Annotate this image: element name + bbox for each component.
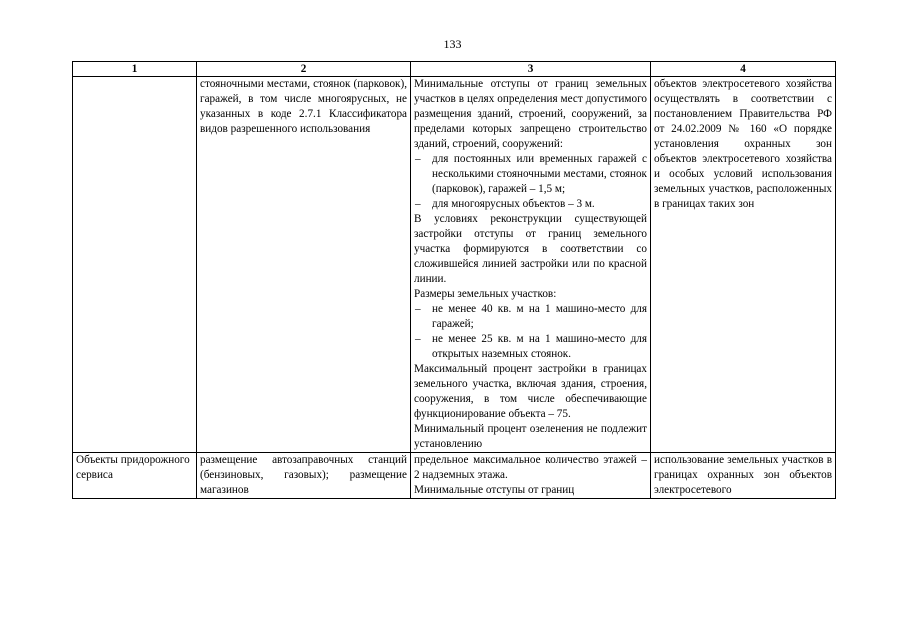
table-row — [73, 453, 836, 499]
setback-list — [414, 152, 647, 212]
table-header-row — [73, 62, 836, 77]
row1-col4-text: объектов электросетевого хозяйства осуществлять в соответствии с постановлением Правительства РФ от 24.02.2009 № 160 «О порядке установления охранных зон объектов электросетевого хозяйства и особых условий использования земельных участков, расположенных в границах таких зон — [654, 78, 832, 210]
plot-sizes-list — [414, 302, 647, 362]
column-header-4: 4 — [651, 62, 836, 77]
table-row — [73, 77, 836, 453]
list-item: – не менее 25 кв. м на 1 машино-место для открытых наземных стоянок. — [414, 332, 647, 362]
page-number: 133 — [443, 37, 462, 51]
regulations-table — [72, 61, 836, 499]
column-header-2: 2 — [197, 62, 411, 77]
max-floors-text: предельное максимальное количество этажей – 2 надземных этажа. — [414, 454, 647, 481]
row1-col4-cell — [651, 77, 836, 453]
list-item: – не менее 40 кв. м на 1 машино-место для гаражей; — [414, 302, 647, 332]
row2-col1-text: Объекты придорожного сервиса — [76, 454, 190, 481]
row2-col3-cell — [411, 453, 651, 499]
row1-col2-text: стояночными местами, стоянок (парковок), гаражей, в том числе многоярусных, не указанных в коде 2.7.1 Классификатора видов разрешенного использования — [200, 78, 407, 135]
min-green-percent-text: Минимальный процент озеленения не подлежит установлению — [414, 423, 647, 450]
column-header-1: 1 — [73, 62, 197, 77]
row2-col2-cell — [197, 453, 411, 499]
reconstruction-text: В условиях реконструкции существующей застройки отступы от границ земельного участка формируются в соответствии со сложившейся линией застройки или по красной линии. — [414, 213, 647, 285]
row2-col3-content — [414, 453, 647, 498]
row1-col1-cell — [73, 77, 197, 453]
list-item: – для многоярусных объектов – 3 м. — [414, 197, 647, 212]
row2-col4-cell — [651, 453, 836, 499]
row2-col4-text: использование земельных участков в границах охранных зон объектов электросетевого — [654, 454, 832, 496]
max-build-percent-text: Максимальный процент застройки в границах земельного участка, включая здания, строения, сооружения, в том числе обеспечивающие функционирование объекта – 75. — [414, 363, 647, 420]
column-header-3: 3 — [411, 62, 651, 77]
plot-sizes-title: Размеры земельных участков: — [414, 288, 557, 300]
setback-intro-text: Минимальные отступы от границ земельных участков в целях определения мест допустимого размещения зданий, строений, сооружений, за пределами которых запрещено строительство зданий, строений, сооружений: — [414, 78, 647, 150]
row2-col1-cell — [73, 453, 197, 499]
list-item: – для постоянных или временных гаражей с несколькими стояночными местами, стоянок (парковок), гаражей – 1,5 м; — [414, 152, 647, 197]
row1-col2-cell — [197, 77, 411, 453]
row2-setback-text: Минимальные отступы от границ — [414, 484, 575, 496]
row1-col3-cell — [411, 77, 651, 453]
row2-col2-text: размещение автозаправочных станций (бензиновых, газовых); размещение магазинов — [200, 454, 407, 496]
